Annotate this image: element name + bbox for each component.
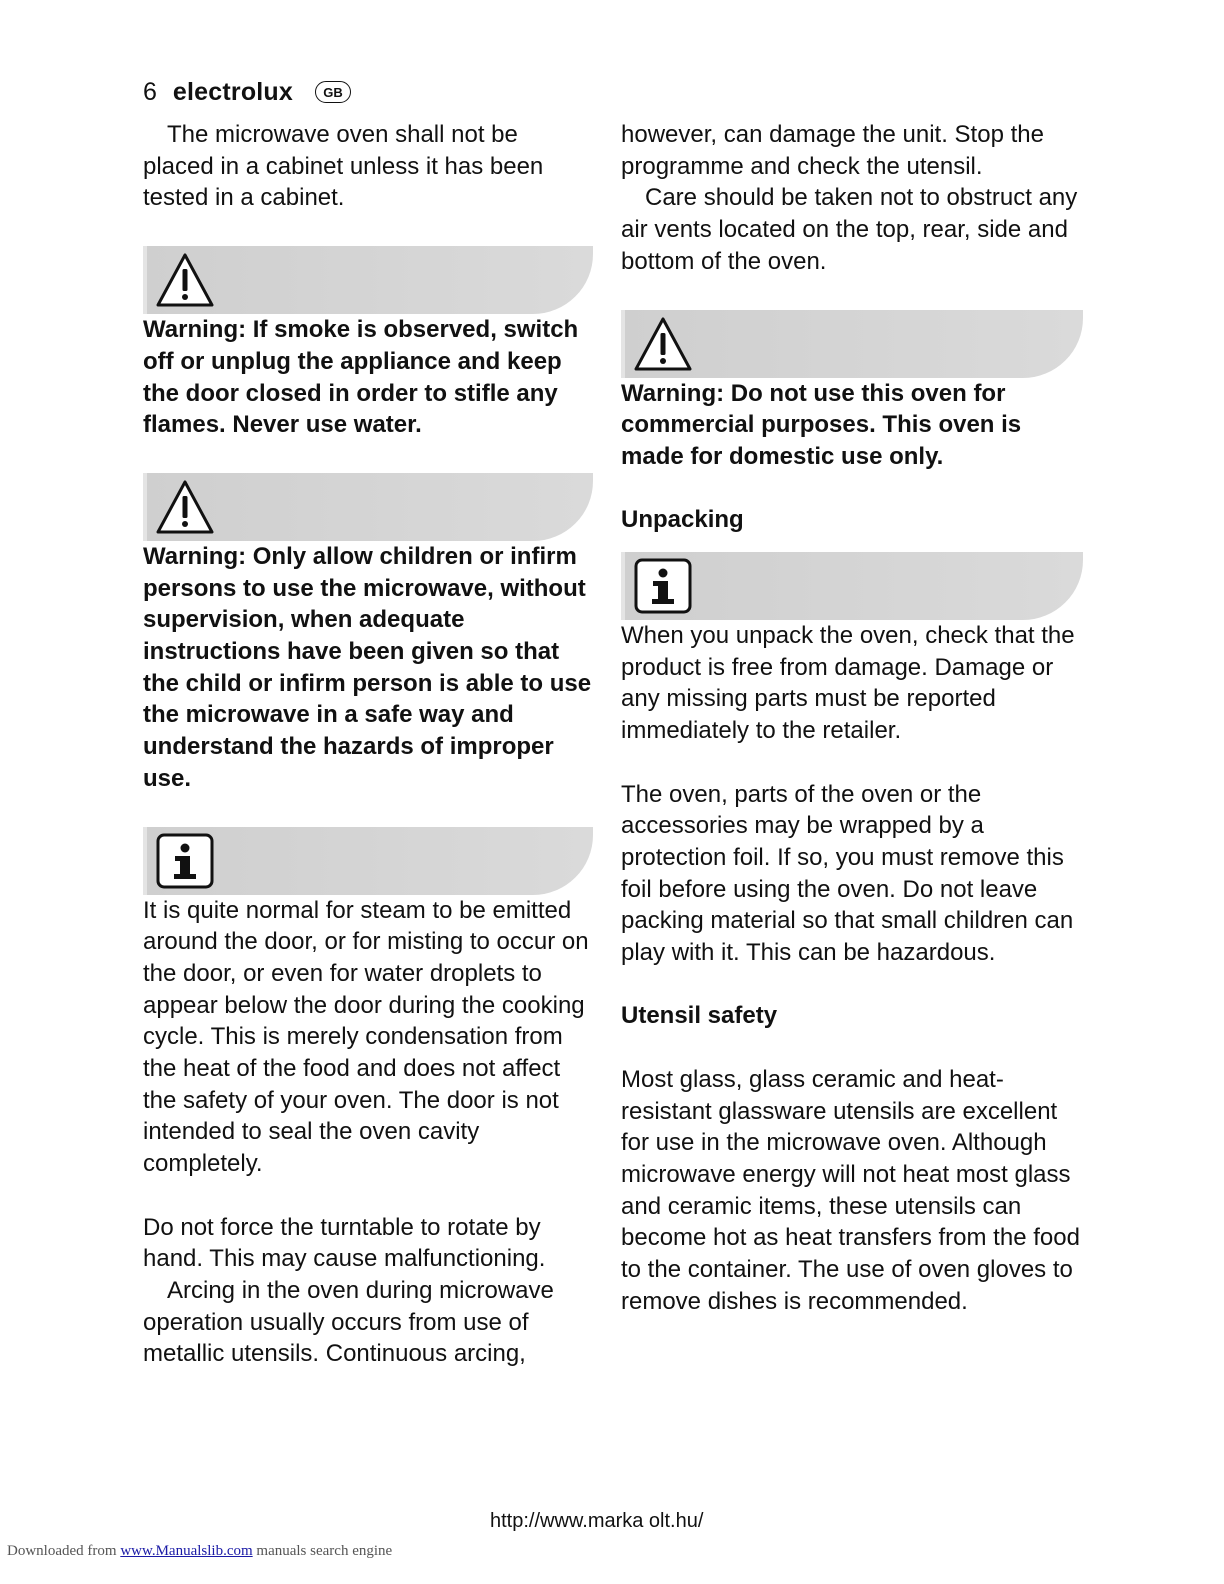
page-header bbox=[143, 76, 351, 108]
info-banner bbox=[621, 552, 1083, 620]
warning-banner bbox=[143, 246, 593, 314]
footer-url: http://www.marka olt.hu/ bbox=[490, 1510, 704, 1532]
right-column bbox=[621, 119, 1083, 1317]
download-prefix: Downloaded from bbox=[7, 1543, 121, 1559]
commercial-warning-text: Warning: Do not use this oven for commercial purposes. This oven is made for domestic use only. bbox=[621, 379, 1022, 470]
cabinet-paragraph: The microwave oven shall not be placed in a cabinet unless it has been tested in a cabinet. bbox=[143, 121, 544, 212]
unpacking-heading: Unpacking bbox=[621, 506, 744, 534]
brand-logo: electrolux bbox=[172, 77, 294, 106]
info-icon bbox=[154, 832, 216, 890]
warning-triangle-icon bbox=[632, 315, 694, 373]
turntable-paragraph: Do not force the turntable to rotate by hand. This may cause malfunctioning. bbox=[143, 1213, 546, 1273]
utensil-safety-heading: Utensil safety bbox=[621, 1002, 778, 1030]
arcing-continued-paragraph: however, can damage the unit. Stop the programme and check the utensil. bbox=[621, 121, 1044, 180]
warning-triangle-icon bbox=[154, 251, 216, 309]
page-number: 6 bbox=[143, 77, 157, 106]
country-badge: GB bbox=[315, 81, 351, 103]
steam-info-text: It is quite normal for steam to be emitted around the door, or for misting to occur on the door, or even for water droplets to appear below the door during the cooking cycle. This is merely condensation from the heat of the food and does not affect the safety of your oven. The door is not intended to seal the oven cavity completely. bbox=[143, 896, 589, 1178]
warning-banner bbox=[143, 473, 593, 541]
children-warning-text: Warning: Only allow children or infirm persons to use the microwave, without supervision, when adequate instructions have been given so that the child or infirm person is able to use the microwave in a safe way and understand the hazards of improper use. bbox=[143, 542, 592, 792]
left-column bbox=[143, 119, 593, 1370]
air-vents-paragraph: Care should be taken not to obstruct any air vents located on the top, rear, side and bottom of the oven. bbox=[621, 184, 1078, 275]
glassware-paragraph: Most glass, glass ceramic and heat-resistant glassware utensils are excellent for use in the microwave oven. Although microwave energy will not heat most glass and ceramic items, these utensils can become hot as heat transfers from the food to the container. The use of oven gloves to remove dishes is recommended. bbox=[621, 1065, 1080, 1315]
arcing-paragraph: Arcing in the oven during microwave operation usually occurs from use of metallic utensils. Continuous arcing, bbox=[143, 1276, 554, 1368]
info-icon bbox=[632, 557, 694, 615]
warning-triangle-icon bbox=[154, 478, 216, 536]
protection-foil-paragraph: The oven, parts of the oven or the accessories may be wrapped by a protection foil. If so, you must remove this foil before using the oven. Do not leave packing material so that small children can play with it. This can be hazardous. bbox=[621, 780, 1074, 967]
manualslib-link[interactable]: www.Manualslib.com bbox=[120, 1543, 253, 1559]
download-notice bbox=[7, 1543, 392, 1560]
smoke-warning-text: Warning: If smoke is observed, switch off or unplug the appliance and keep the door closed in order to stifle any flames. Never use water. bbox=[143, 316, 579, 439]
unpack-info-text: When you unpack the oven, check that the product is free from damage. Damage or any missing parts must be reported immediately to the retailer. bbox=[621, 622, 1075, 745]
warning-banner bbox=[621, 310, 1083, 378]
info-banner bbox=[143, 827, 593, 895]
download-suffix: manuals search engine bbox=[252, 1543, 393, 1559]
